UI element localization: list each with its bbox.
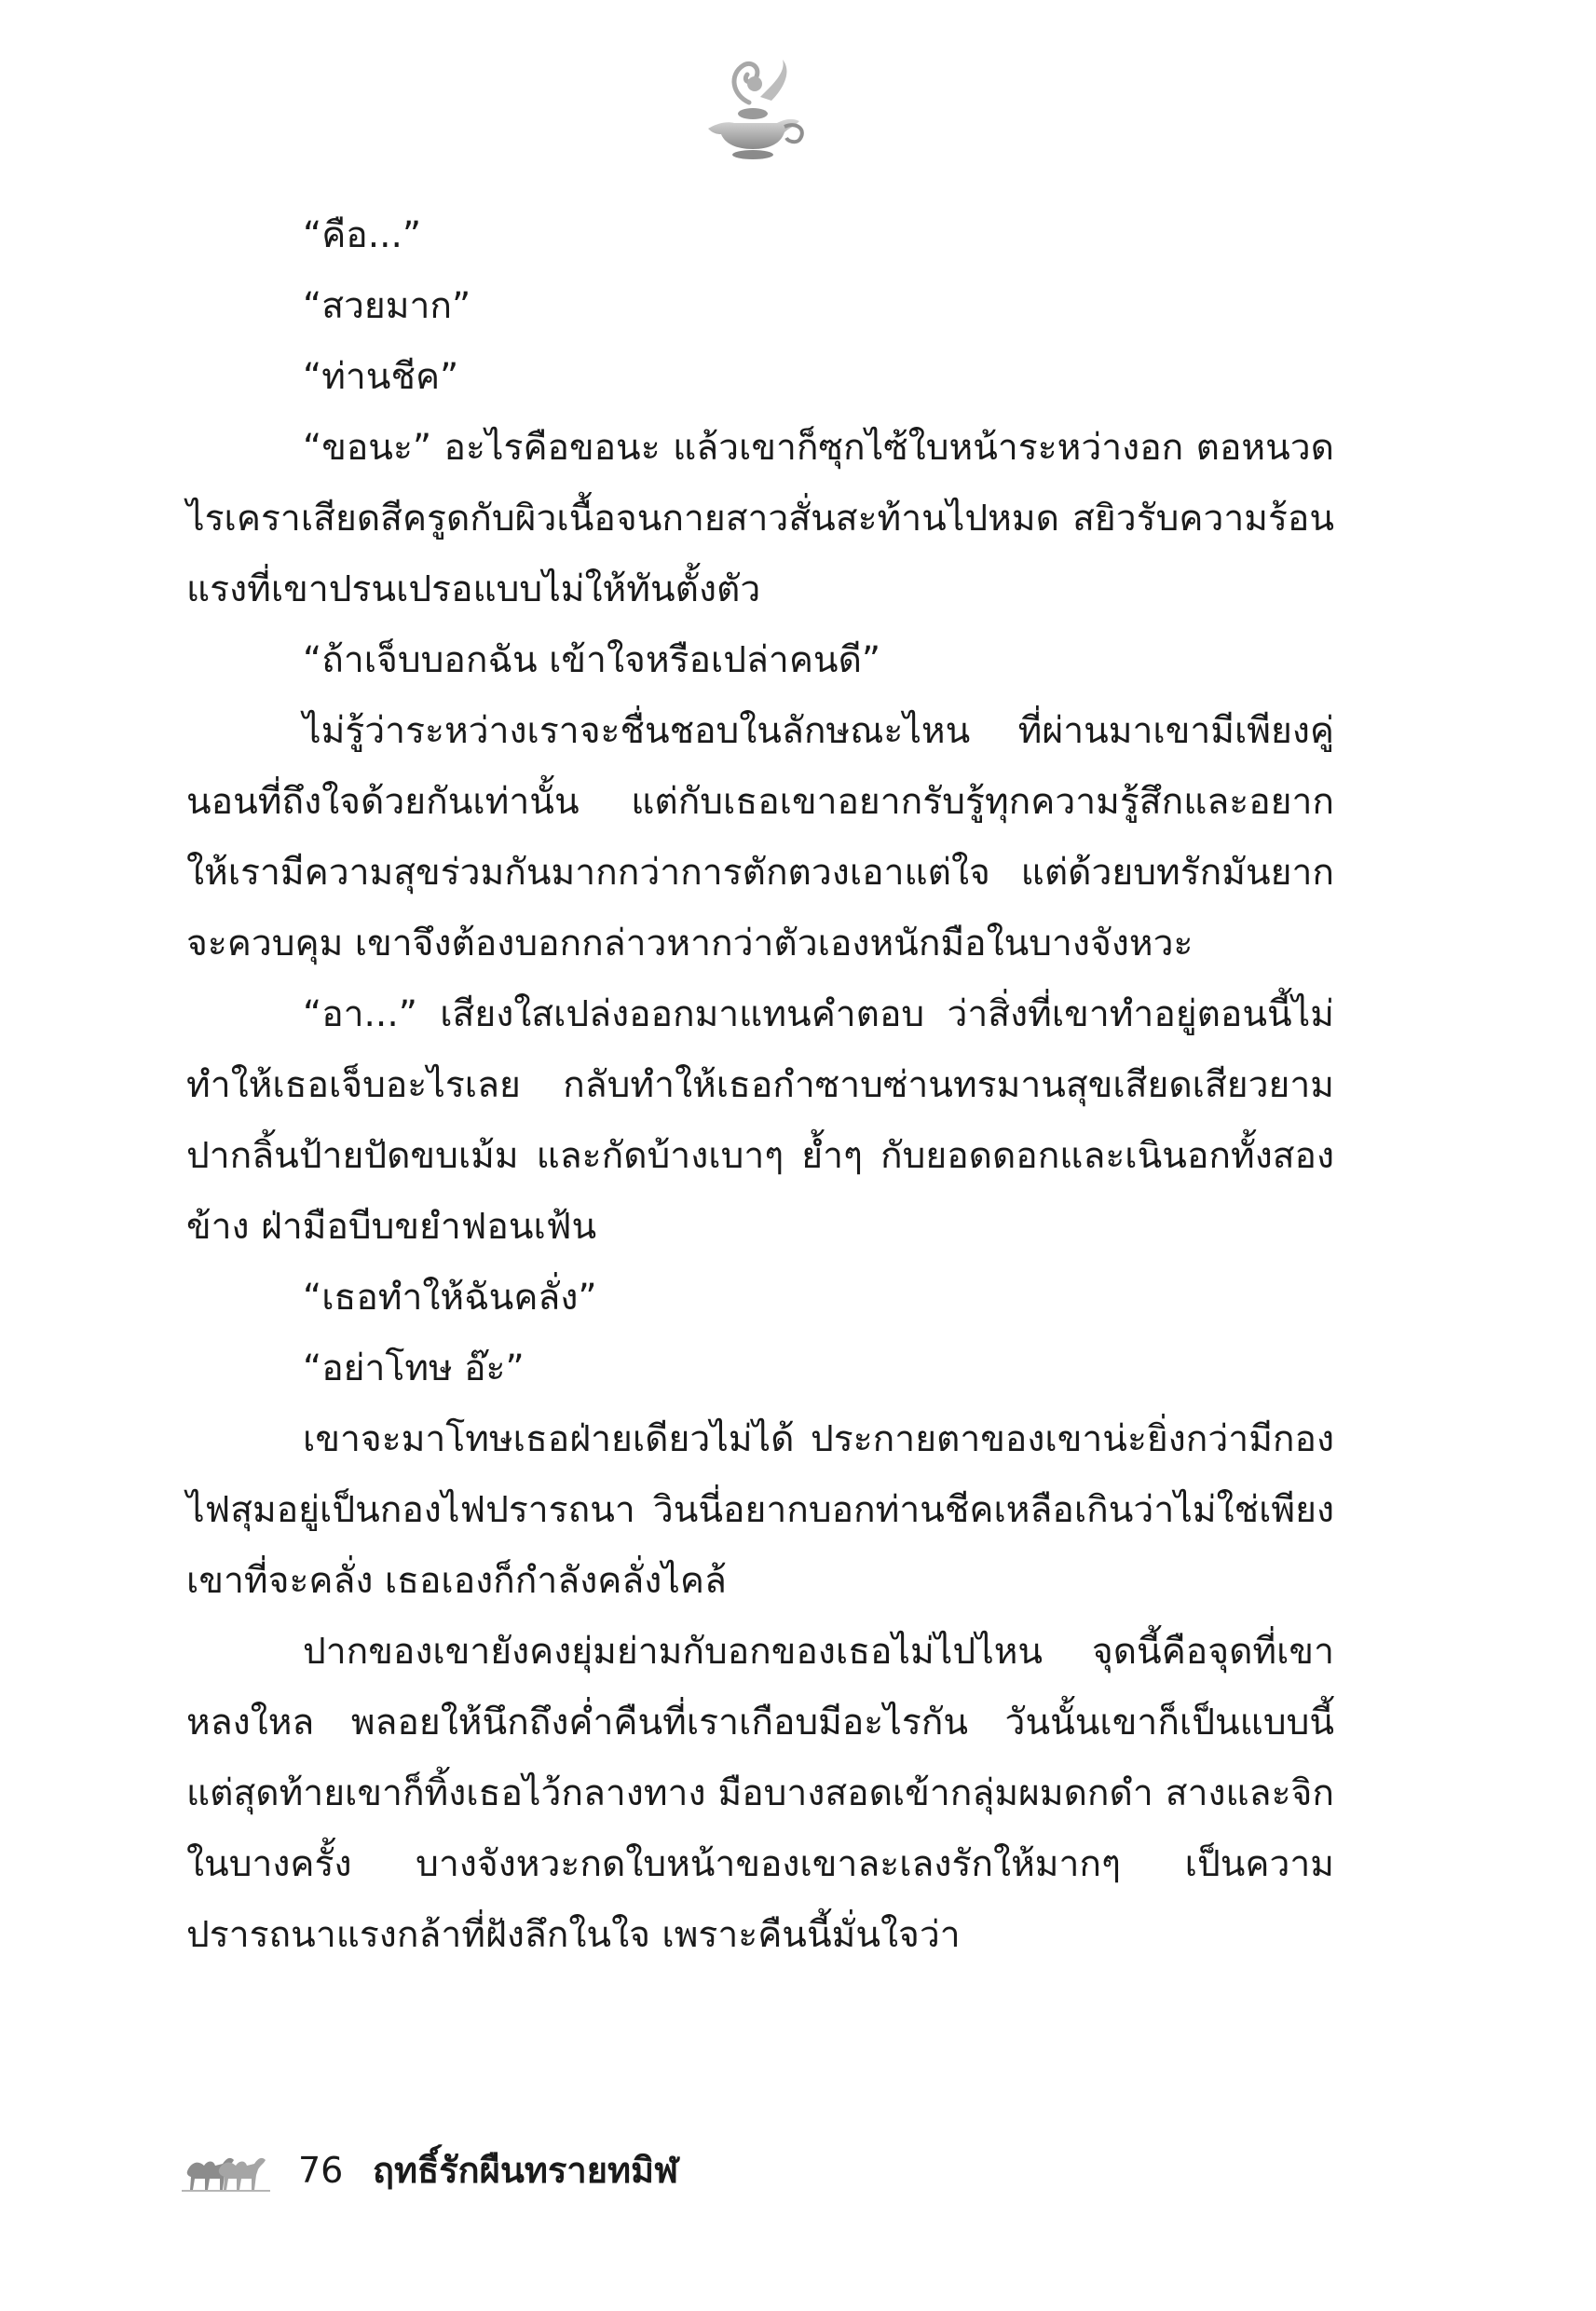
paragraph: “สวยมาก” (303, 285, 471, 327)
page-number: 76 (298, 2150, 344, 2191)
paragraph: “ท่านชีค” (303, 356, 459, 398)
body-text (186, 200, 1334, 1971)
genie-lamp-icon (695, 48, 816, 170)
paragraph: “อย่าโทษ อ๊ะ” (303, 1347, 525, 1389)
paragraph: ไม่รู้ว่าระหว่างเราจะชื่นชอบในลักษณะไหน ที่ผ่านมาเขามีเพียงคู่นอนที่ถึงใจด้วยกันเท่านั้น แต่กับเธอเขาอยากรับรู้ทุกความรู้สึกและอยากให้เรามีความสุขร่วมกันมากกว่าการตักตวงเอาแต่ใจ แต่ด้วยบทรักมันยากจะควบคุม เขาจึงต้องบอกกล่าวหากว่าตัวเองหนักมือในบางจังหวะ (186, 710, 1334, 964)
paragraph: “ถ้าเจ็บบอกฉัน เข้าใจหรือเปล่าคนดี” (303, 639, 881, 681)
paragraph: “อา...” เสียงใสเปล่งออกมาแทนคำตอบ ว่าสิ่งที่เขาทำอยู่ตอนนี้ไม่ทำให้เธอเจ็บอะไรเลย กลับทำให้เธอกำซาบซ่านทรมานสุขเสียดเสียวยามปากลิ้นป้ายปัดขบเม้ม และกัดบ้างเบาๆ ย้ำๆ กับยอดดอกและเนินอกทั้งสองข้าง ฝ่ามือบีบขยำฟอนเฟ้น (186, 993, 1334, 1248)
camel-caravan-icon (182, 2143, 270, 2195)
paragraph: “เธอทำให้ฉันคลั่ง” (303, 1277, 597, 1319)
paragraph: ปากของเขายังคงยุ่มย่ามกับอกของเธอไม่ไปไหน จุดนี้คือจุดที่เขาหลงใหล พลอยให้นึกถึงค่ำคืนที่เราเกือบมีอะไรกัน วันนั้นเขาก็เป็นแบบนี้ แต่สุดท้ายเขาก็ทิ้งเธอไว้กลางทาง มือบางสอดเข้ากลุ่มผมดกดำ สางและจิกในบางครั้ง บางจังหวะกดใบหน้าของเขาละเลงรักให้มากๆ เป็นความปรารถนาแรงกล้าที่ฝังลึกในใจ เพราะคืนนี้มั่นใจว่า (186, 1631, 1334, 1956)
paragraph: เขาจะมาโทษเธอฝ่ายเดียวไม่ได้ ประกายตาของเขาน่ะยิ่งกว่ามีกองไฟสุมอยู่เป็นกองไฟปรารถนา วินนี่อยากบอกท่านชีคเหลือเกินว่าไม่ใช่เพียงเขาที่จะคลั่ง เธอเองก็กำลังคลั่งไคล้ (186, 1418, 1334, 1602)
book-title: ฤทธิ์รักผืนทรายทมิฬ (373, 2150, 679, 2191)
paragraph: “คือ...” (303, 214, 422, 256)
page-footer (182, 2139, 1020, 2204)
paragraph: “ขอนะ” อะไรคือขอนะ แล้วเขาก็ซุกไซ้ใบหน้าระหว่างอก ตอหนวดไรเคราเสียดสีครูดกับผิวเนื้อจนกายสาวสั่นสะท้านไปหมด สยิวรับความร้อนแรงที่เขาปรนเปรอแบบไม่ให้ทันตั้งตัว (186, 427, 1334, 610)
